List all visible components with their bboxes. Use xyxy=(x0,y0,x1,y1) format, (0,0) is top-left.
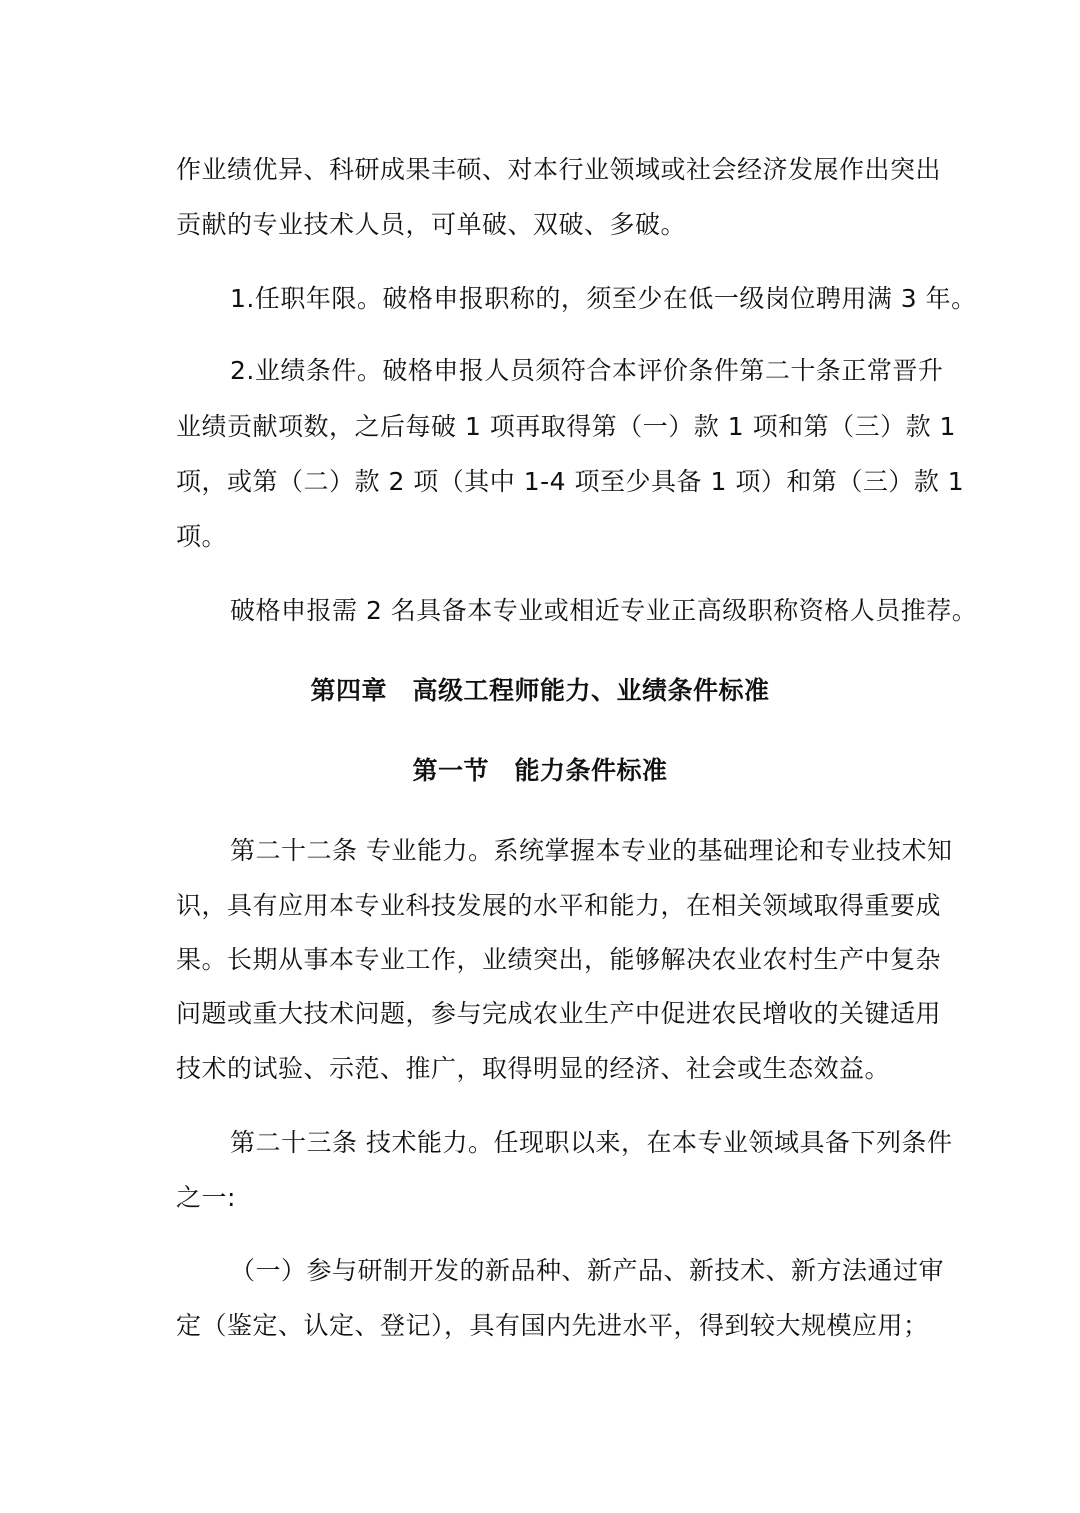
paragraph-line: 技术的试验、示范、推广，取得明显的经济、社会或生态效益。 xyxy=(176,1054,891,1083)
paragraph-line: 业绩贡献项数，之后每破 1 项再取得第（一）款 1 项和第（三）款 1 xyxy=(176,412,956,441)
paragraph-line: 贡献的专业技术人员，可单破、双破、多破。 xyxy=(176,210,687,239)
article-23-line: 第二十三条 技术能力。任现职以来，在本专业领域具备下列条件 xyxy=(230,1128,953,1157)
paragraph-line: 作业绩优异、科研成果丰硕、对本行业领域或社会经济发展作出突出 xyxy=(176,155,942,184)
recommendation-paragraph: 破格申报需 2 名具备本专业或相近专业正高级职称资格人员推荐。 xyxy=(230,596,978,625)
paragraph-line: 果。长期从事本专业工作，业绩突出，能够解决农业农村生产中复杂 xyxy=(176,945,942,974)
article-22-line: 第二十二条 专业能力。系统掌握本专业的基础理论和专业技术知 xyxy=(230,836,953,865)
paragraph-line: 识，具有应用本专业科技发展的水平和能力，在相关领域取得重要成 xyxy=(176,891,942,920)
item-2-performance: 2.业绩条件。破格申报人员须符合本评价条件第二十条正常晋升 xyxy=(230,356,944,385)
section-heading: 第一节 能力条件标准 xyxy=(412,756,668,785)
paragraph-line: 问题或重大技术问题，参与完成农业生产中促进农民增收的关键适用 xyxy=(176,999,942,1028)
paragraph-line: 定（鉴定、认定、登记），具有国内先进水平，得到较大规模应用； xyxy=(176,1311,929,1340)
chapter-heading: 第四章 高级工程师能力、业绩条件标准 xyxy=(310,676,770,705)
paragraph-line: 项。 xyxy=(176,522,228,551)
paragraph-line: 之一: xyxy=(176,1183,236,1212)
paragraph-line: 项，或第（二）款 2 项（其中 1-4 项至少具备 1 项）和第（三）款 1 xyxy=(176,467,965,496)
item-1-tenure: 1.任职年限。破格申报职称的，须至少在低一级岗位聘用满 3 年。 xyxy=(230,284,977,313)
clause-1-line: （一）参与研制开发的新品种、新产品、新技术、新方法通过审 xyxy=(230,1256,945,1285)
